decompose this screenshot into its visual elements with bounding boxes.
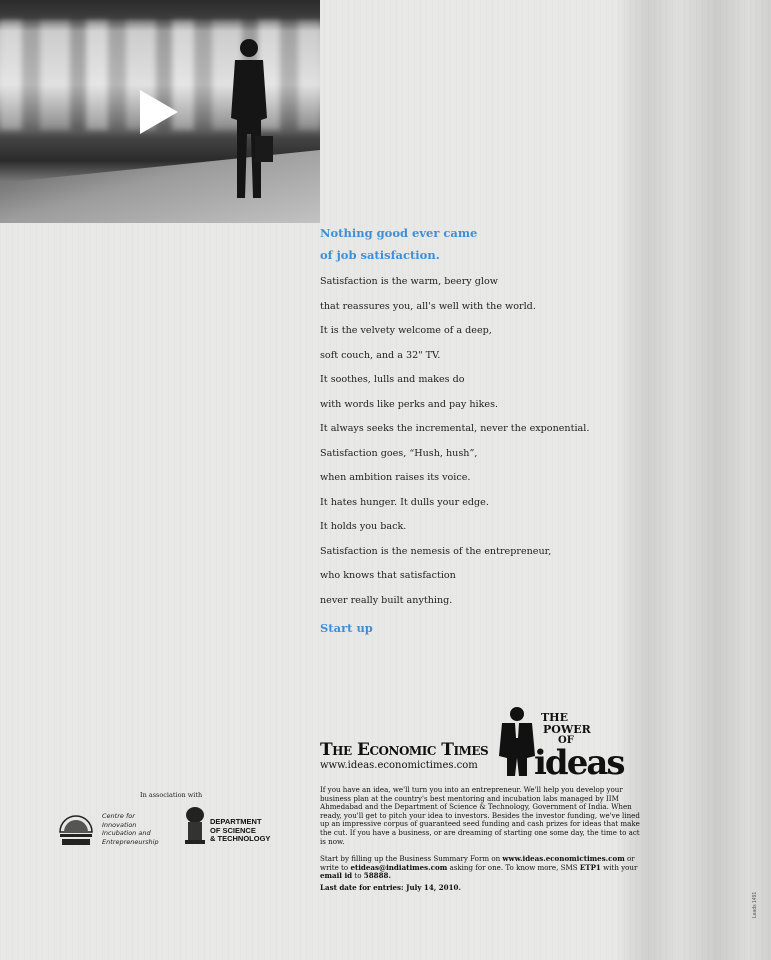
website-url[interactable]: www.ideas.economictimes.com (320, 760, 478, 771)
body-line: It soothes, lulls and makes do (320, 374, 465, 385)
body-line: never really built anything. (320, 594, 453, 606)
ad-copy (320, 222, 650, 647)
dst-text: DEPARTMENT OF SCIENCE & TECHNOLOGY (210, 817, 271, 843)
iim-centre-text: Centre for Innovation Incubation and Entrepreneurship (102, 812, 159, 846)
video-thumbnail[interactable] (0, 0, 320, 223)
fine-print (320, 786, 645, 893)
power-power: POWER (543, 723, 591, 736)
body-line: Satisfaction goes, “Hush, hush”, (320, 447, 478, 459)
body-line: It hates hunger. It dulls your edge. (320, 496, 489, 508)
body-line: when ambition raises its voice. (320, 472, 471, 483)
print-code: Leads 1491 (752, 891, 758, 918)
power-ideas: ideas (534, 743, 624, 783)
body-line: It holds you back. (320, 521, 407, 532)
economic-times-logo: The Economic Times (320, 740, 489, 760)
body-line: It always seeks the incremental, never the exponential. (320, 423, 590, 434)
body-line: Satisfaction is the warm, beery glow (320, 276, 498, 287)
iim-logo-icon (56, 808, 96, 848)
headline-line-2: of job satisfaction. (320, 248, 440, 262)
email-link[interactable]: etideas@indiatimes.com (350, 862, 448, 872)
site-link[interactable]: www.ideas.economictimes.com (502, 854, 625, 864)
emblem-icon (183, 806, 207, 848)
power-of: OF (558, 735, 574, 746)
commuter-figure (225, 38, 275, 208)
deadline: Last date for entries: July 14, 2010. (320, 882, 461, 892)
body-line: soft couch, and a 32" TV. (320, 349, 441, 361)
start-up-tagline: Start up (320, 621, 373, 635)
economic-times-brand (320, 740, 488, 771)
fine-print-para: If you have an idea, we'll turn you into an entrepreneur. We'll help you develop your business plan at the country's best mentoring and incubation labs managed by IIM Ahmedabad and the Department of Science & Technology, Government of India. When ready, you'll get to pitch your idea to investors. Besides the investor funding, we've lined up an impressive corpus of guaranteed seed funding and cash prizes for ideas that make the cut. If you have a business, or are dreaming of starting one some day, the time to act is now. (320, 785, 640, 846)
power-the: THE (541, 711, 568, 724)
power-of-ideas-logo (497, 706, 622, 782)
body-line: with words like perks and pay hikes. (320, 398, 499, 410)
body-line: who knows that satisfaction (320, 570, 456, 581)
businessman-silhouette-icon (497, 706, 537, 778)
fine-print-instructions: Start by filling up the Business Summary Form on www.ideas.economictimes.com or write to etideas@indiatimes.com asking for one. To know more, SMS ETP1 with your email id to 58888. (320, 854, 638, 881)
body-line: that reassures you, all's well with the world. (320, 300, 536, 312)
body-line: It is the velvety welcome of a deep, (320, 325, 492, 336)
body-line: Satisfaction is the nemesis of the entrepreneur, (320, 545, 552, 557)
headline-line-1: Nothing good ever came (320, 226, 478, 240)
association-label: In association with (140, 791, 203, 799)
play-icon[interactable] (140, 90, 178, 134)
